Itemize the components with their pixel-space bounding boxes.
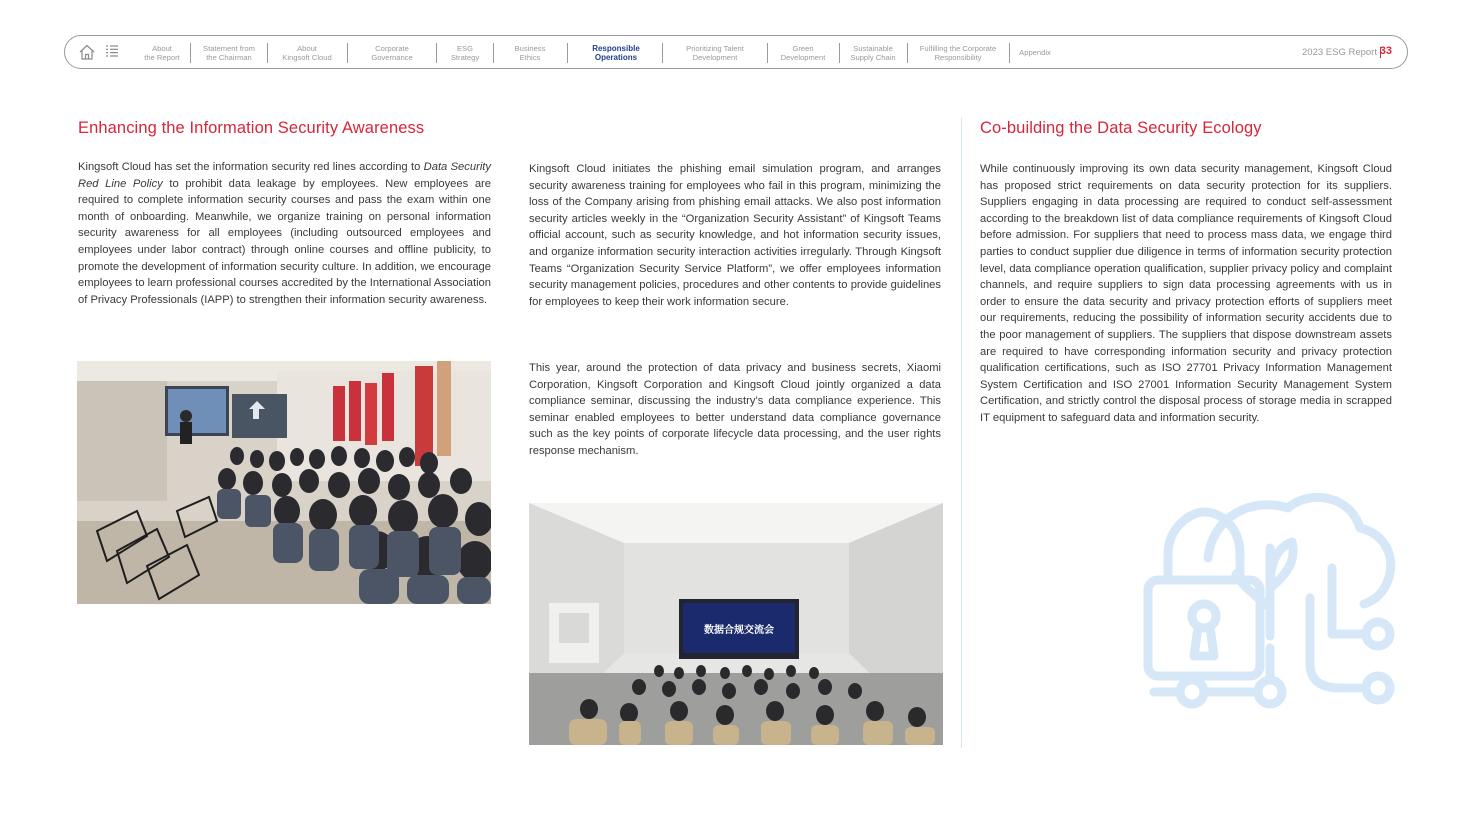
data-compliance-seminar-paragraph: This year, around the protection of data privacy and business secrets, Xiaomi Corporation, Kingsoft Corporation and Kingsoft Cloud jointly organized a data compliance seminar, discussing the industry’s data compliance experience. This seminar enabled employees to better understand data compliance governance such as the key points of corporate lifecycle data processing, and the user rights response mechanism. (529, 362, 941, 457)
nav-separator (436, 43, 437, 63)
nav-separator (190, 43, 191, 63)
section-title-data-security-ecology: Co-building the Data Security Ecology (980, 119, 1262, 137)
nav-business-ethics[interactable]: Business Ethics (514, 43, 546, 62)
top-navigation (64, 35, 1408, 69)
nav-about-kingsoft-cloud[interactable]: About Kingsoft Cloud (282, 43, 332, 62)
home-icon[interactable] (78, 43, 96, 61)
nav-prioritizing-talent[interactable]: Prioritizing Talent Development (686, 43, 744, 62)
training-session-photo (77, 361, 491, 604)
nav-green-development[interactable]: Green Development (780, 43, 826, 62)
nav-separator (567, 43, 568, 63)
nav-statement-chairman[interactable]: Statement from the Chairman (203, 43, 255, 62)
nav-sustainable-supply-chain[interactable]: Sustainable Supply Chain (850, 43, 896, 62)
seminar-photo (529, 503, 943, 745)
lock-cloud-plant-icon (1140, 488, 1396, 716)
menu-list-icon[interactable] (105, 44, 119, 58)
report-label: 2023 ESG Report (1302, 47, 1377, 58)
nav-esg-strategy[interactable]: ESG Strategy (450, 43, 480, 62)
nav-separator (347, 43, 348, 63)
nav-separator (493, 43, 494, 63)
section-title-security-awareness: Enhancing the Information Security Awareness (78, 119, 425, 137)
nav-separator (662, 43, 663, 63)
nav-about-report[interactable]: About the Report (144, 43, 180, 62)
nav-separator (907, 43, 908, 63)
nav-responsible-operations[interactable]: Responsible Operations (592, 43, 640, 62)
paragraph-text: to prohibit data leakage by employees. New employees are required to complete information security courses and pass the exam within one month of onboarding. Meanwhile, we organize training on personal information security awareness for all employees (including outsourced employees and employees under labor contract) through online courses and offline publicity, to promote the development of information security culture. In addition, we encourage employees to learn professional courses accredited by the International Association of Privacy Professionals (IAPP) to strengthen their information security awareness. (78, 177, 492, 306)
nav-separator (839, 43, 840, 63)
seminar-screen-title: 数据合规交流会 (704, 625, 774, 636)
data-security-ecology-paragraph: While continuously improving its own data security management, Kingsoft Cloud has proposed strict requirements on data security protection for its suppliers. Suppliers engaging in data processing are required to conduct self-assessment according to the breakdown list of data compliance requirements of Kingsoft Cloud before admission. For suppliers that need to process mass data, we engage third parties to conduct supplier due diligence in terms of information security protection level, data compliance operation qualification, supplier privacy policy and complaint channels, and require suppliers to sign data processing agreements with us in order to ensure the data security and privacy protection efforts of suppliers meet our requirements, reducing the possibility of information security accidents due to the poor management of suppliers. The suppliers that dispose downstream assets are required to have corresponding information security and privacy protection qualification certifications, such as ISO 27701 Privacy Information Management System Certification and ISO 27001 Information Security Management System Certification, and strictly control the disposal process of storage media in scrapped IT equipment to safeguard data and information security. (980, 163, 1392, 424)
page-number: 33 (1379, 45, 1392, 57)
nav-separator (267, 43, 268, 63)
column-divider (961, 118, 962, 748)
nav-fulfilling-responsibility[interactable]: Fulfilling the Corporate Responsibility (919, 43, 997, 62)
policy-name: Data Security Red Line Policy (78, 161, 492, 190)
nav-separator (1009, 43, 1010, 63)
nav-appendix[interactable]: Appendix (1019, 48, 1051, 58)
phishing-program-paragraph: Kingsoft Cloud initiates the phishing email simulation program, and arranges security awareness training for employees who fail in this program, minimizing the loss of the Company arising from phishing email attacks. We also post information security articles weekly in the “Organization Security Assistant” of Kingsoft Teams official account, such as security knowledge, and hot information security issues, and organize information security interaction activities irregularly. Through Kingsoft Teams “Organization Security Service Platform”, we offer employees information security management policies, procedures and other contents to provide guidelines for employees to keep their work information secure. (529, 163, 941, 308)
security-awareness-paragraph (78, 159, 491, 308)
paragraph-text: Kingsoft Cloud has set the information security red lines according to (78, 161, 424, 173)
nav-corporate-governance[interactable]: Corporate Governance (371, 43, 413, 62)
nav-separator (767, 43, 768, 63)
